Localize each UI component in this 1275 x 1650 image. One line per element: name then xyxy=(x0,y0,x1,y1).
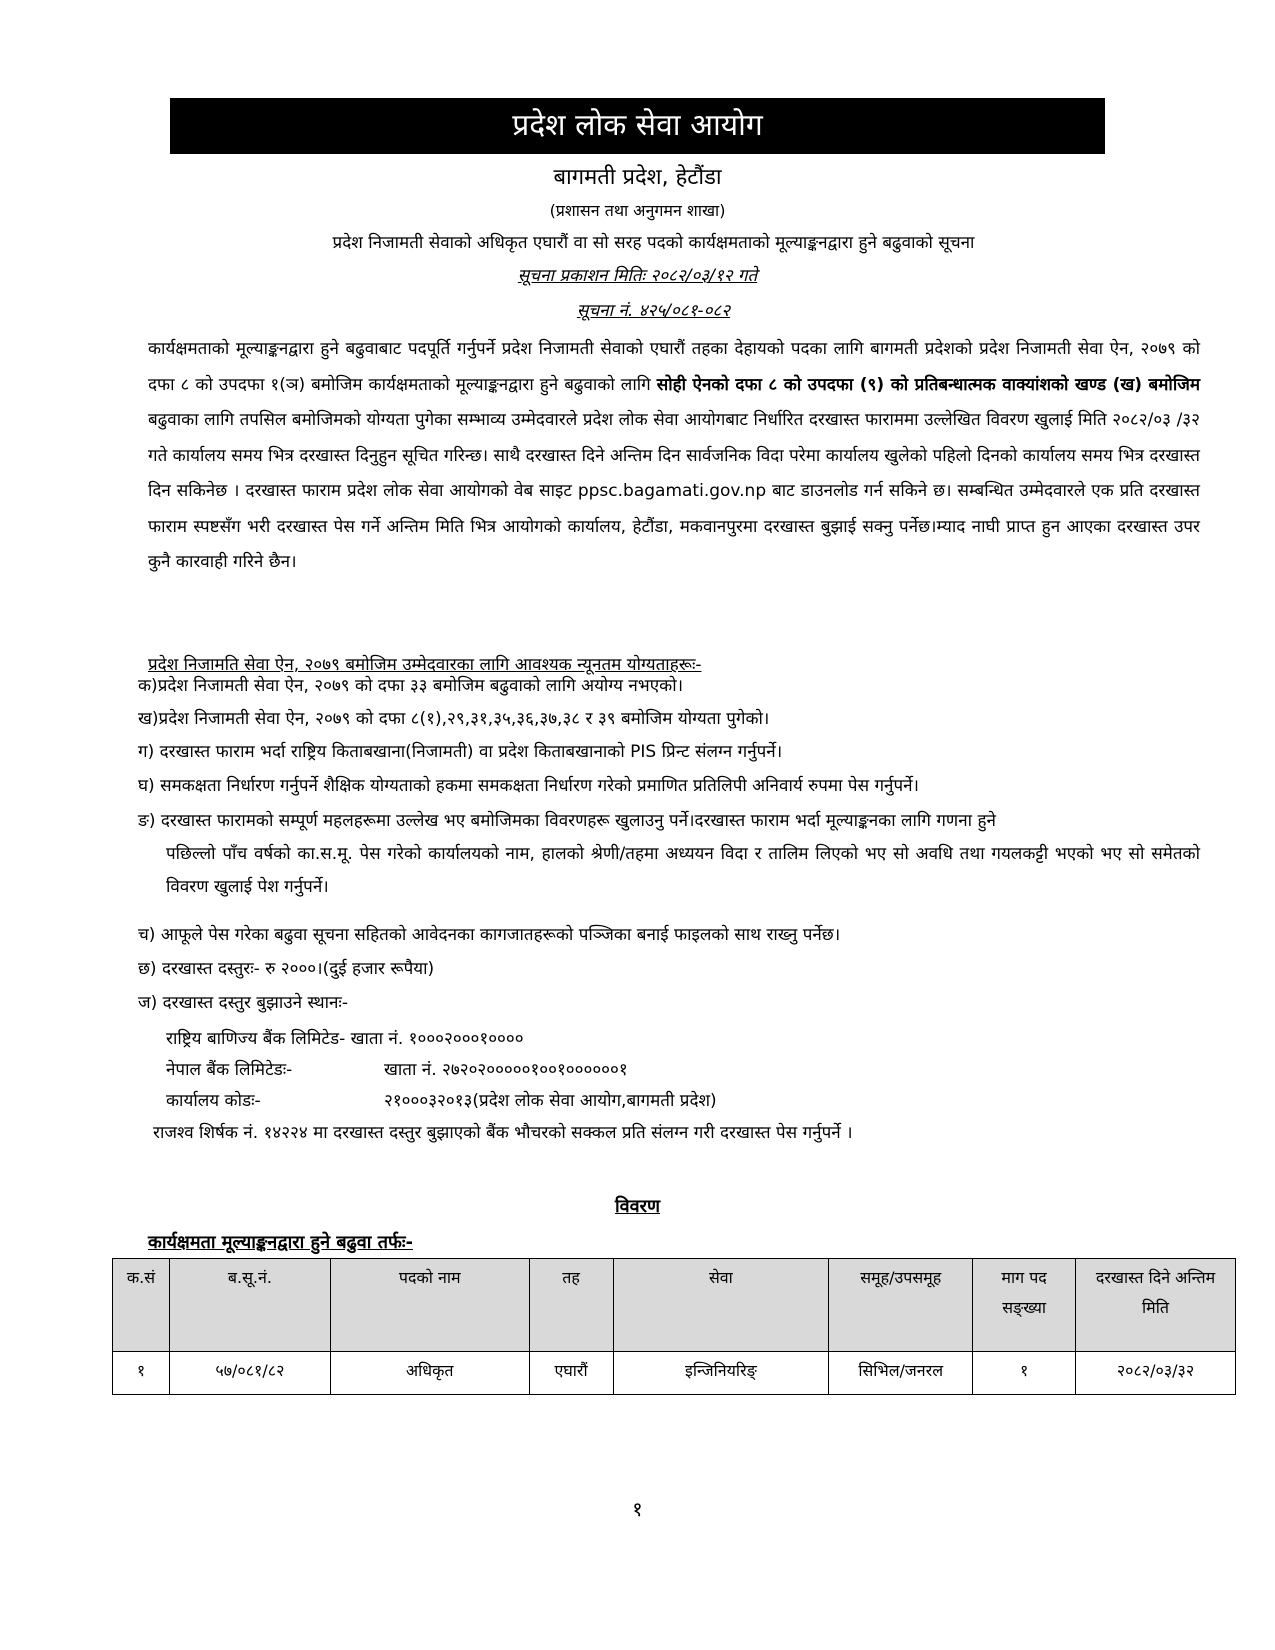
requirement-item: ख)प्रदेश निजामती सेवा ऐन, २०७९ को दफा ८(१),२९,३१,३५,३६,३७,३८ र ३९ बमोजिम योग्यता पुगेको। xyxy=(138,709,770,729)
page-number: १ xyxy=(632,1497,643,1521)
intro-part-1: कार्यक्षमताको मूल्याङ्कनद्वारा हुने बढुवाबाट पदपूर्ति गर्नुपर्ने प्रदेश निजामती सेवाको एघारौं तहका देहायको पदका लागि बागमती प्रदेशको प्रदेश निजामती सेवा ऐन, २०७९ को दफा ८ को उपदफा १(ञ) बमोजिम कार्यक्षमताको मूल्याङ्कनद्वारा हुने बढुवाको लागि xyxy=(148,339,1200,395)
requirement-item: क)प्रदेश निजामती सेवा ऐन, २०७९ को दफा ३३ बमोजिम बढुवाको लागि अयोग्य नभएको। xyxy=(138,676,684,696)
nbl-label: नेपाल बैंक लिमिटेडः- xyxy=(166,1060,293,1080)
column-header: दरखास्त दिने अन्तिम मिति xyxy=(1076,1259,1236,1352)
subtitle: बागमती प्रदेश, हेटौंडा xyxy=(553,165,722,190)
table-header-row xyxy=(113,1259,1236,1352)
nbl-account: खाता नं. २७२०२०००००१००१००००००१ xyxy=(384,1060,628,1080)
notice-number: सूचना नं. ४२५/०८१-०८२ xyxy=(576,301,731,321)
requirement-item-ja: ज) दरखास्त दस्तुर बुझाउने स्थानः- xyxy=(138,993,348,1013)
table-row xyxy=(113,1352,1236,1395)
banner-title: प्रदेश लोक सेवा आयोग xyxy=(170,98,1105,154)
requirements-heading: प्रदेश निजामति सेवा ऐन, २०७९ बमोजिम उम्मेदवारका लागि आवश्यक न्यूनतम योग्यताहरूः- xyxy=(148,655,702,675)
rbb-account: राष्ट्रिय बाणिज्य बैंक लिमिटेड- खाता नं. १०००२०००१०००० xyxy=(166,1029,524,1049)
column-header: माग पद सङ्ख्या xyxy=(973,1259,1076,1352)
requirement-item-cha: च) आफूले पेस गरेका बढुवा सूचना सहितको आवेदनका कागजातहरूको पञ्जिका बनाई फाइलको साथ राख्नु पर्नेछ। xyxy=(138,925,841,945)
requirement-item-chha: छ) दरखास्त दस्तुरः- रु २०००।(दुई हजार रूपैया) xyxy=(138,959,435,979)
table-cell: अधिकृत xyxy=(330,1352,529,1395)
column-header: तह xyxy=(529,1259,613,1352)
table-cell: सिभिल/जनरल xyxy=(829,1352,973,1395)
column-header: ब.सू.नं. xyxy=(169,1259,330,1352)
intro-paragraph xyxy=(148,332,1200,581)
column-header: सेवा xyxy=(613,1259,829,1352)
column-header: समूह/उपसमूह xyxy=(829,1259,973,1352)
branch-name: (प्रशासन तथा अनुगमन शाखा) xyxy=(549,201,726,220)
table-cell: २०८२/०३/३२ xyxy=(1076,1352,1236,1395)
publication-date: सूचना प्रकाशन मितिः २०८२/०३/१२ गते xyxy=(517,266,758,286)
notice-title: प्रदेश निजामती सेवाको अधिकृत एघारौं वा सो सरह पदको कार्यक्षमताको मूल्याङ्कनद्वारा हुने बढुवाको सूचना xyxy=(332,233,975,253)
requirement-item-nga xyxy=(138,805,1200,904)
column-header: पदको नाम xyxy=(330,1259,529,1352)
requirement-item: घ) समकक्षता निर्धारण गर्नुपर्ने शैक्षिक योग्यताको हकमा समकक्षता निर्धारण गरेको प्रमाणित प्रतिलिपी अनिवार्य रुपमा पेस गर्नुपर्ने। xyxy=(138,776,919,796)
details-heading: विवरण xyxy=(614,1196,661,1217)
intro-part-2: बढुवाका लागि तपसिल बमोजिमको योग्यता पुगेका सम्भाव्य उम्मेदवारले प्रदेश लोक सेवा आयोगबाट निर्धारित दरखास्त फाराममा उल्लेखित विवरण खुलाई मिति २०८२/०३ /३२ गते कार्यालय समय भित्र दरखास्त दिनुहुन सूचित गरिन्छ। साथै दरखास्त दिने अन्तिम दिन सार्वजनिक विदा परेमा कार्यालय खुलेको पहिलो दिनको कार्यालय समय भित्र दरखास्त दिन सकिनेछ । दरखास्त फाराम प्रदेश लोक सेवा आयोगको वेब साइट ppsc.bagamati.gov.np बाट डाउनलोड गर्न सकिने छ। सम्बन्धित उम्मेदवारले एक प्रति दरखास्त फाराम स्पष्टसँग भरी दरखास्त पेस गर्ने अन्तिम मिति भित्र आयोगको कार्यालय, हेटौंडा, मकवानपुरमा दरखास्त बुझाई सक्नु पर्नेछ।म्याद नाघी प्राप्त हुन आएका दरखास्त उपर कुनै कारवाही गरिने छैन। xyxy=(148,410,1200,572)
table-cell: ५७/०८१/८२ xyxy=(169,1352,330,1395)
table-cell: १ xyxy=(973,1352,1076,1395)
revenue-note: राजश्व शिर्षक नं. १४२२४ मा दरखास्त दस्तुर बुझाएको बैंक भौचरको सक्कल प्रति संलग्न गरी दरखास्त पेस गर्नुपर्ने । xyxy=(153,1123,853,1143)
table-cell: इन्जिनियरिङ् xyxy=(613,1352,829,1395)
intro-bold: सोही ऐनको दफा ८ को उपदफा (९) को प्रतिबन्धात्मक वाक्यांशको खण्ड (ख) बमोजिम xyxy=(656,374,1201,395)
table-cell: एघारौं xyxy=(529,1352,613,1395)
requirement-item: ग) दरखास्त फाराम भर्दा राष्ट्रिय किताबखाना(निजामती) वा प्रदेश किताबखानाको PIS प्रिन्ट संलग्न गर्नुपर्ने। xyxy=(138,742,783,762)
office-code: २१०००३२०१३(प्रदेश लोक सेवा आयोग,बागमती प्रदेश) xyxy=(384,1091,717,1111)
requirement-nga-first-line: ङ) दरखास्त फारामको सम्पूर्ण महलहरूमा उल्लेख भए बमोजिमका विवरणहरू खुलाउनु पर्ने।दरखास्त फाराम भर्दा मूल्याङ्कनका लागि गणना हुने xyxy=(138,811,996,831)
requirement-nga-continuation: पछिल्लो पाँच वर्षको का.स.मू. पेस गरेको कार्यालयको नाम, हालको श्रेणी/तहमा अध्ययन विदा र तालिम लिएको भए सो अवधि तथा गयलकट्टी भएको भए सो समेतको विवरण खुलाई पेश गर्नुपर्ने। xyxy=(166,844,1200,897)
table-heading: कार्यक्षमता मूल्याङ्कनद्वारा हुने बढुवा तर्फः- xyxy=(148,1232,413,1253)
column-header: क.सं xyxy=(113,1259,170,1352)
office-code-label: कार्यालय कोडः- xyxy=(166,1091,261,1111)
post-table xyxy=(112,1258,1236,1395)
table-cell: १ xyxy=(113,1352,170,1395)
